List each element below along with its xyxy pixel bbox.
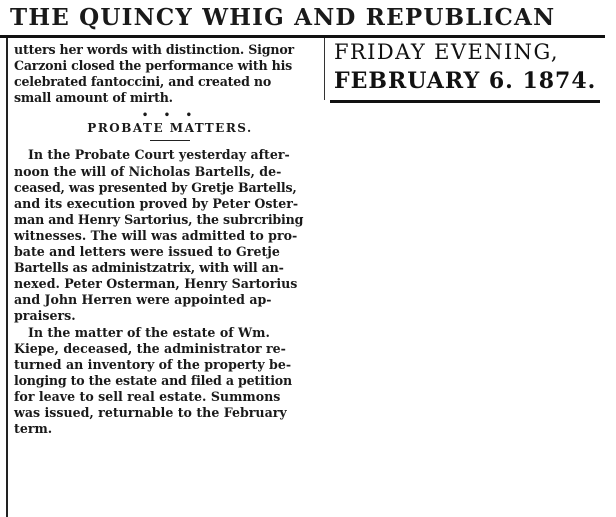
dateline bbox=[334, 38, 597, 96]
paragraph-line: longing to the estate and filed a petition bbox=[14, 372, 292, 388]
intro-line: celebrated fantoccini, and created no bbox=[14, 74, 272, 90]
article-column bbox=[14, 42, 326, 437]
newspaper-masthead: THE QUINCY WHIG AND REPUBLICAN bbox=[10, 4, 556, 31]
intro-line: small amount of mirth. bbox=[14, 90, 173, 106]
paragraph-line: was issued, returnable to the February bbox=[14, 404, 287, 420]
section-separator: • • • bbox=[141, 110, 199, 122]
dateline-day: FRIDAY EVENING, bbox=[334, 40, 559, 64]
paragraph-line: Bartells as administzatrix, with will an- bbox=[14, 260, 284, 276]
intro-text bbox=[14, 42, 326, 106]
paragraph-line: noon the will of Nicholas Bartells, de- bbox=[14, 163, 282, 179]
paragraph-line: In the Probate Court yesterday after- bbox=[28, 147, 290, 163]
paragraph-line: In the matter of the estate of Wm. bbox=[28, 324, 270, 340]
paragraph-1 bbox=[14, 147, 326, 324]
dateline-date: FEBRUARY 6. 1874. bbox=[334, 68, 597, 94]
heading-rule bbox=[150, 140, 190, 141]
paragraph-line: turned an inventory of the property be- bbox=[14, 356, 292, 372]
paragraph-line: man and Henry Sartorius, the subrcribing bbox=[14, 211, 304, 227]
paragraph-line: Kiepe, deceased, the administrator re- bbox=[14, 340, 286, 356]
intro-line: utters her words with distinction. Signor bbox=[14, 42, 294, 57]
paragraph-line: term. bbox=[14, 421, 53, 437]
paragraph-2 bbox=[14, 325, 326, 438]
paragraph-line: ceased, was presented by Gretje Bartells, bbox=[14, 179, 297, 195]
paragraph-line: praisers. bbox=[14, 308, 76, 324]
paragraph-line: bate and letters were issued to Gretje bbox=[14, 244, 280, 260]
dateline-rule bbox=[330, 100, 600, 103]
paragraph-line: and its execution proved by Peter Oster- bbox=[14, 195, 299, 211]
paragraph-line: witnesses. The will was admitted to pro- bbox=[14, 227, 298, 243]
article-heading: PROBATE MATTERS. bbox=[87, 121, 253, 136]
paragraph-line: and John Herren were appointed ap- bbox=[14, 292, 272, 308]
column-rule-left bbox=[6, 38, 8, 517]
paragraph-line: for leave to sell real estate. Summons bbox=[14, 388, 281, 404]
intro-line: Carzoni closed the performance with his bbox=[14, 58, 293, 74]
paragraph-line: nexed. Peter Osterman, Henry Sartorius bbox=[14, 276, 298, 292]
